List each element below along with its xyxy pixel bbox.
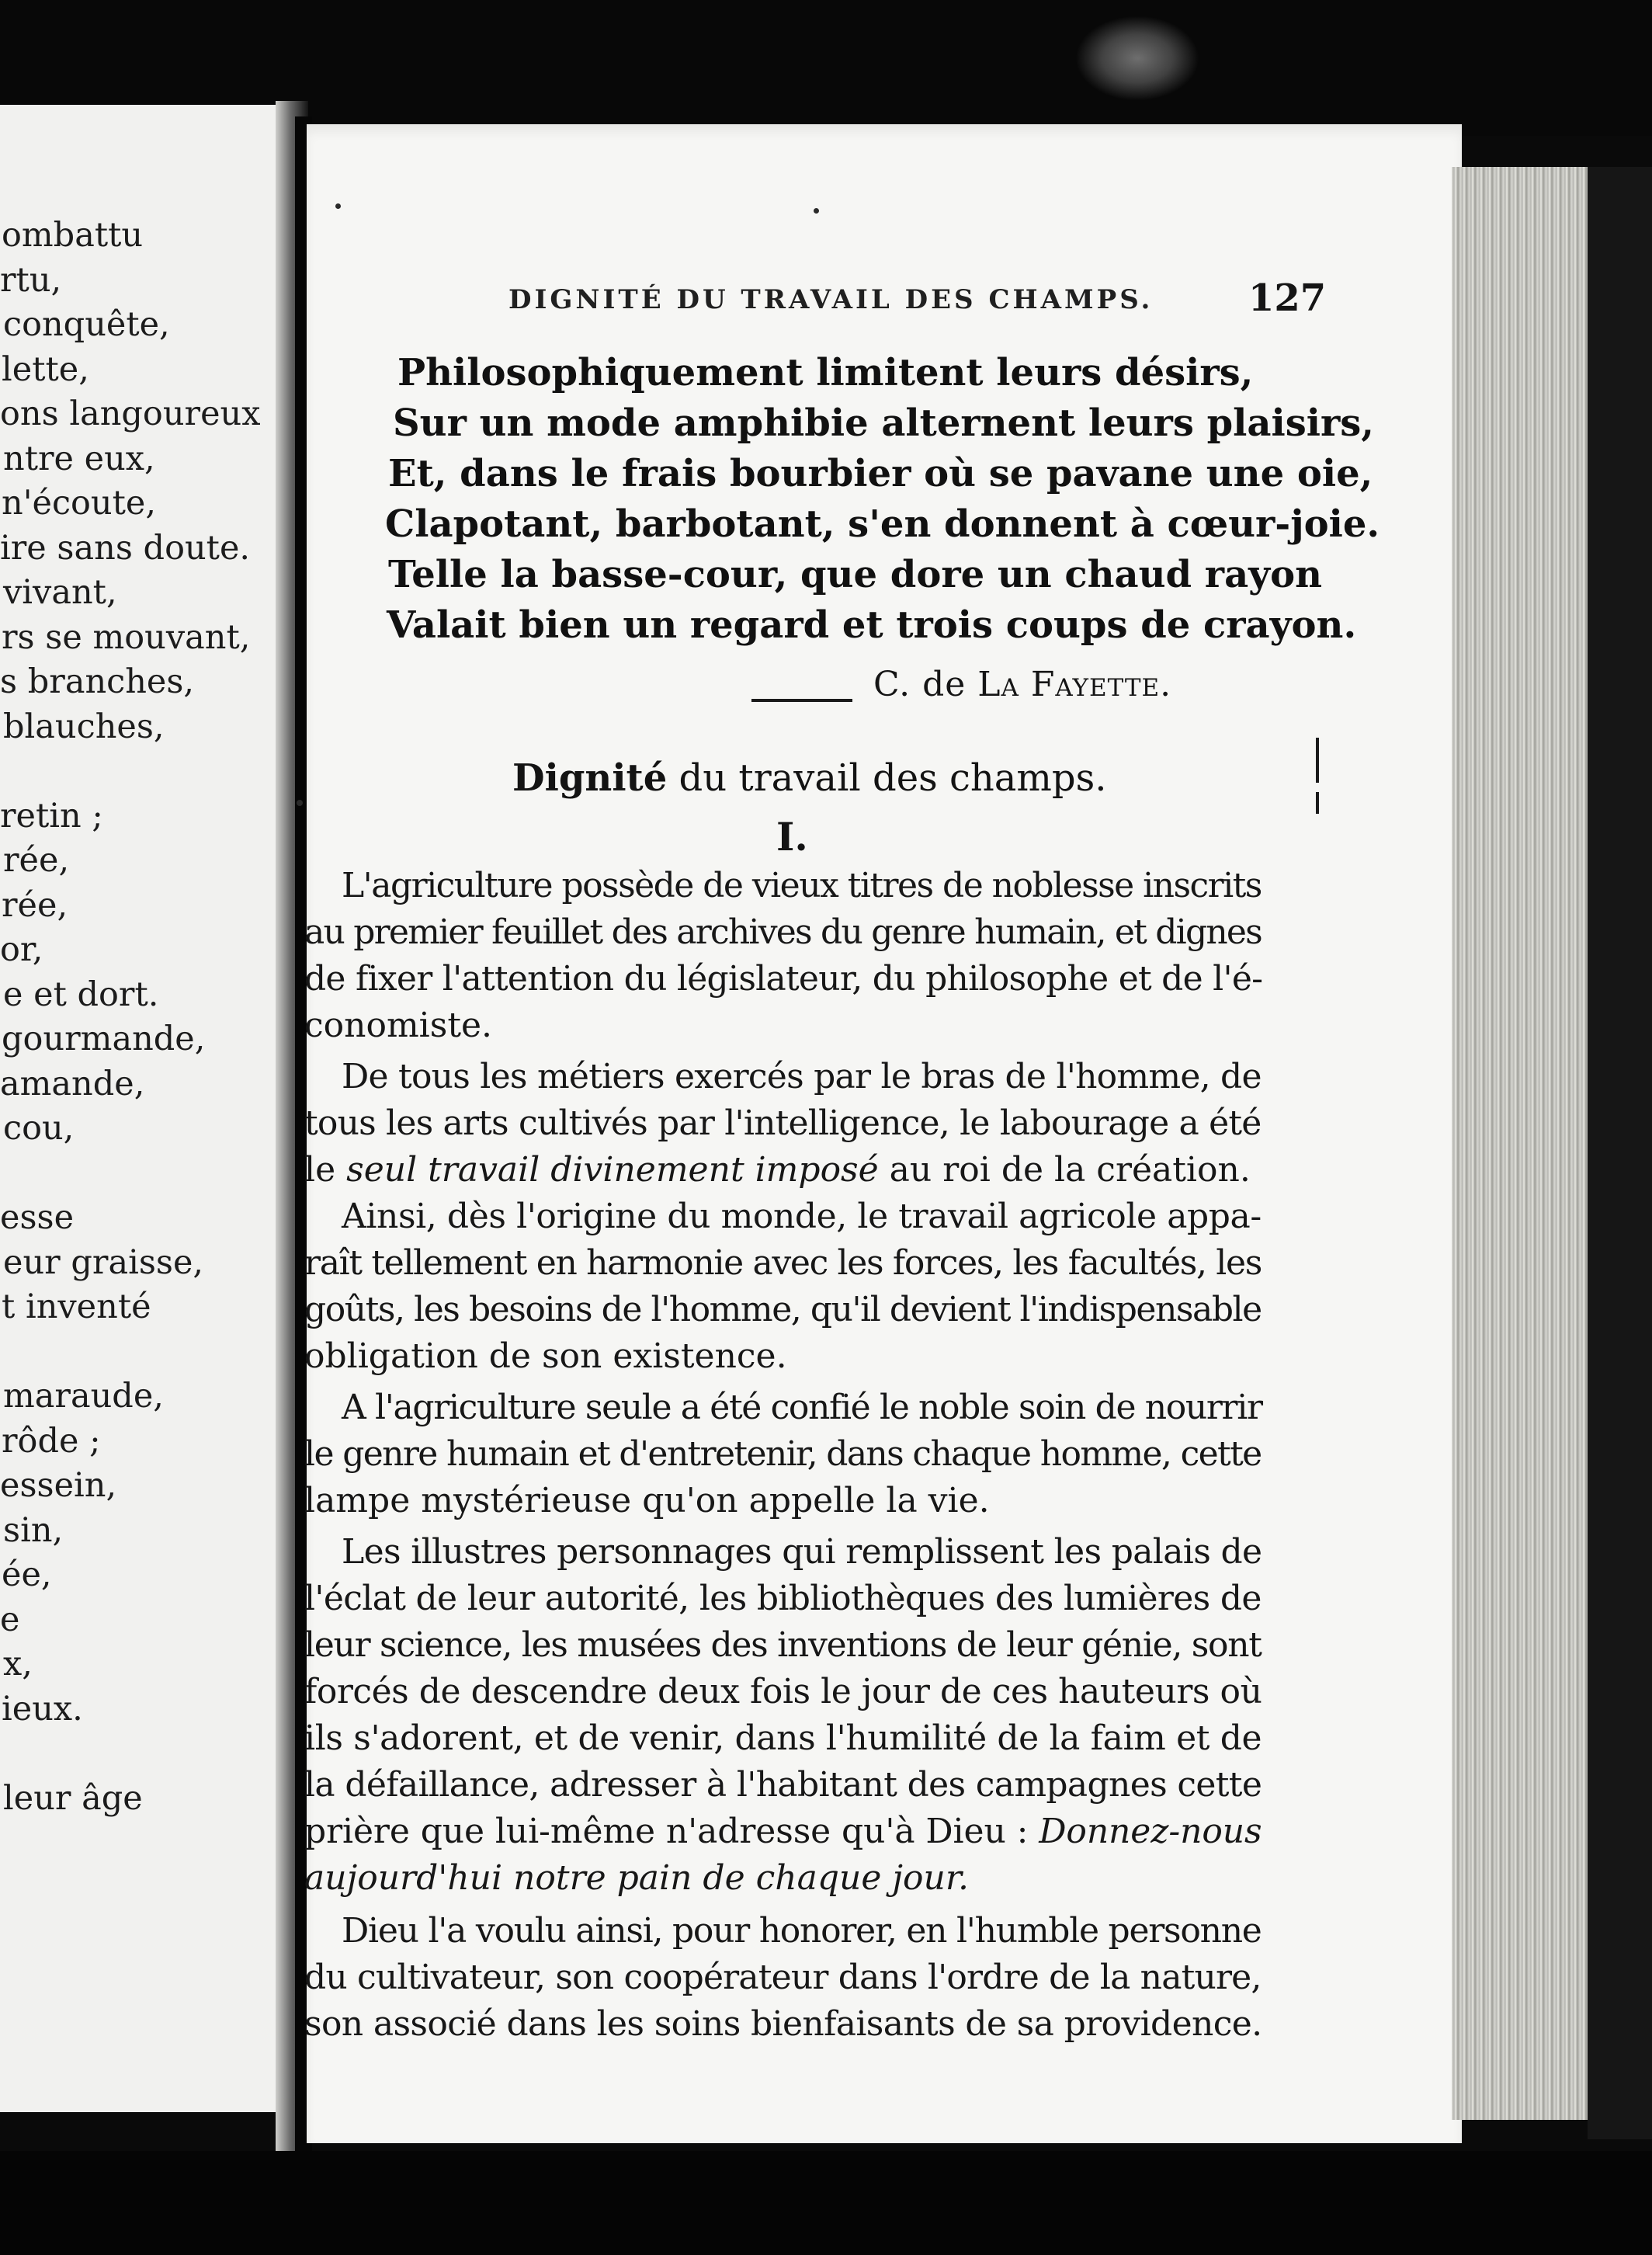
margin-mark — [814, 208, 819, 214]
body-line: de fixer l'attention du législateur, du philosophe et de l'é- — [304, 959, 1263, 999]
left-page-line: e et dort. — [3, 975, 159, 1014]
left-page-line: rs se mouvant, — [2, 617, 251, 657]
left-page-line: cou, — [3, 1109, 75, 1148]
body-line: raît tellement en harmonie avec les forces, les facultés, les — [304, 1243, 1262, 1283]
left-page-line: blauches, — [3, 707, 165, 746]
margin-mark — [297, 800, 303, 806]
left-page-line: s branches, — [0, 662, 195, 701]
body-line — [304, 1854, 969, 1902]
left-page-line: esse — [0, 1198, 75, 1237]
body-line: De tous les métiers exercés par le bras de l'homme, de — [342, 1057, 1262, 1096]
section-title-rest: du travail des champs. — [667, 756, 1107, 800]
left-page-line: sin, — [3, 1510, 64, 1550]
left-page-line: ée, — [2, 1555, 52, 1594]
left-page-line: rée, — [2, 885, 68, 925]
body-line-text: au roi de la création. — [878, 1150, 1251, 1190]
left-page-line: amande, — [0, 1064, 145, 1103]
left-page-line: rée, — [3, 841, 70, 880]
body-line: au premier feuillet des archives du genre humain, et dignes — [304, 912, 1262, 952]
left-page-line: leur âge — [3, 1778, 143, 1818]
poem-line: Sur un mode amphibie alternent leurs plaisirs, — [393, 401, 1374, 445]
left-page-line: maraude, — [3, 1377, 164, 1416]
poem-line: Valait bien un regard et trois coups de crayon. — [387, 603, 1357, 647]
body-line: l'éclat de leur autorité, les bibliothèques des lumières de — [304, 1579, 1262, 1618]
body-line — [304, 1146, 1251, 1194]
left-page-line: t inventé — [2, 1287, 151, 1326]
body-line-emphasis: aujourd'hui notre pain de chaque jour. — [304, 1858, 970, 1898]
left-page-line: gourmande, — [2, 1020, 206, 1058]
body-line-text: prière que lui-même n'adresse qu'à Dieu : — [304, 1812, 1039, 1851]
body-line: du cultivateur, son coopérateur dans l'ordre de la nature, — [304, 1958, 1262, 1997]
left-page-line: ntre eux, — [3, 439, 155, 478]
section-title-word: Dignité — [512, 756, 668, 800]
poem-line: Philosophiquement limitent leurs désirs, — [397, 351, 1254, 394]
left-page-line: x, — [3, 1645, 33, 1683]
section-title — [512, 756, 1107, 800]
attribution-prefix: C. de — [873, 665, 978, 704]
margin-mark — [1316, 792, 1319, 814]
body-line: le genre humain et d'entretenir, dans chaque homme, cette — [304, 1434, 1262, 1474]
left-page-line: n'écoute, — [2, 484, 157, 523]
page-number: 127 — [1248, 276, 1327, 320]
left-page-line: rôde ; — [2, 1421, 101, 1461]
left-page-line: rtu, — [0, 260, 62, 300]
body-line-text: le — [304, 1150, 347, 1190]
left-page-line: essein, — [0, 1466, 117, 1505]
body-line — [304, 1808, 1262, 1855]
body-line: tous les arts cultivés par l'intelligence, le labourage a été — [304, 1103, 1262, 1143]
body-line: L'agriculture possède de vieux titres de noblesse inscrits — [342, 866, 1262, 905]
left-page-line: lette, — [2, 349, 89, 389]
margin-mark — [335, 203, 341, 209]
section-divider — [751, 699, 852, 702]
left-page-line: or, — [0, 930, 43, 969]
body-line: obligation de son existence. — [304, 1336, 787, 1376]
body-line: Les illustres personnages qui remplissent les palais de — [342, 1532, 1262, 1572]
body-line: lampe mystérieuse qu'on appelle la vie. — [304, 1481, 990, 1520]
left-page-line: e — [0, 1600, 20, 1639]
body-line: la défaillance, adresser à l'habitant des campagnes cette — [304, 1765, 1262, 1805]
body-line-emphasis: Donnez-nous — [1039, 1812, 1262, 1851]
body-line: leur science, les musées des inventions de leur génie, sont — [304, 1625, 1262, 1665]
left-page-line: vivant, — [3, 573, 117, 612]
running-head: DIGNITÉ DU TRAVAIL DES CHAMPS. — [508, 284, 1154, 315]
body-line: Ainsi, dès l'origine du monde, le travail agricole appa- — [342, 1197, 1262, 1236]
body-line: A l'agriculture seule a été confié le noble soin de nourrir — [342, 1388, 1262, 1427]
body-line-emphasis: seul travail divinement imposé — [346, 1150, 879, 1190]
left-page-line: eur graisse, — [3, 1242, 204, 1282]
body-line: goûts, les besoins de l'homme, qu'il devient l'indispensable — [304, 1290, 1262, 1329]
left-page-line: ire sans doute. — [0, 528, 251, 568]
left-page-line: retin ; — [0, 796, 103, 836]
poem-attribution — [873, 665, 1171, 704]
poem-line: Et, dans le frais bourbier où se pavane une oie, — [388, 452, 1373, 495]
poem-line: Clapotant, barbotant, s'en donnent à cœur-joie. — [385, 502, 1380, 546]
left-page-line: ombattu — [2, 216, 144, 255]
left-page-line: conquête, — [3, 305, 170, 344]
body-line: forcés de descendre deux fois le jour de ces hauteurs où — [304, 1672, 1262, 1711]
section-numeral: I. — [776, 814, 808, 860]
body-line: Dieu l'a voulu ainsi, pour honorer, en l'humble personne — [342, 1911, 1262, 1951]
left-page-line: ieux. — [2, 1689, 83, 1729]
margin-mark — [1316, 738, 1319, 783]
poem-line: Telle la basse-cour, que dore un chaud rayon — [388, 553, 1322, 596]
body-line: conomiste. — [304, 1006, 493, 1045]
body-line: ils s'adorent, et de venir, dans l'humilité de la faim et de — [304, 1718, 1262, 1758]
left-page-line: ons langoureux — [0, 394, 261, 433]
attribution-name: La Fayette. — [977, 665, 1172, 704]
body-line: son associé dans les soins bienfaisants de sa providence. — [304, 2004, 1262, 2044]
